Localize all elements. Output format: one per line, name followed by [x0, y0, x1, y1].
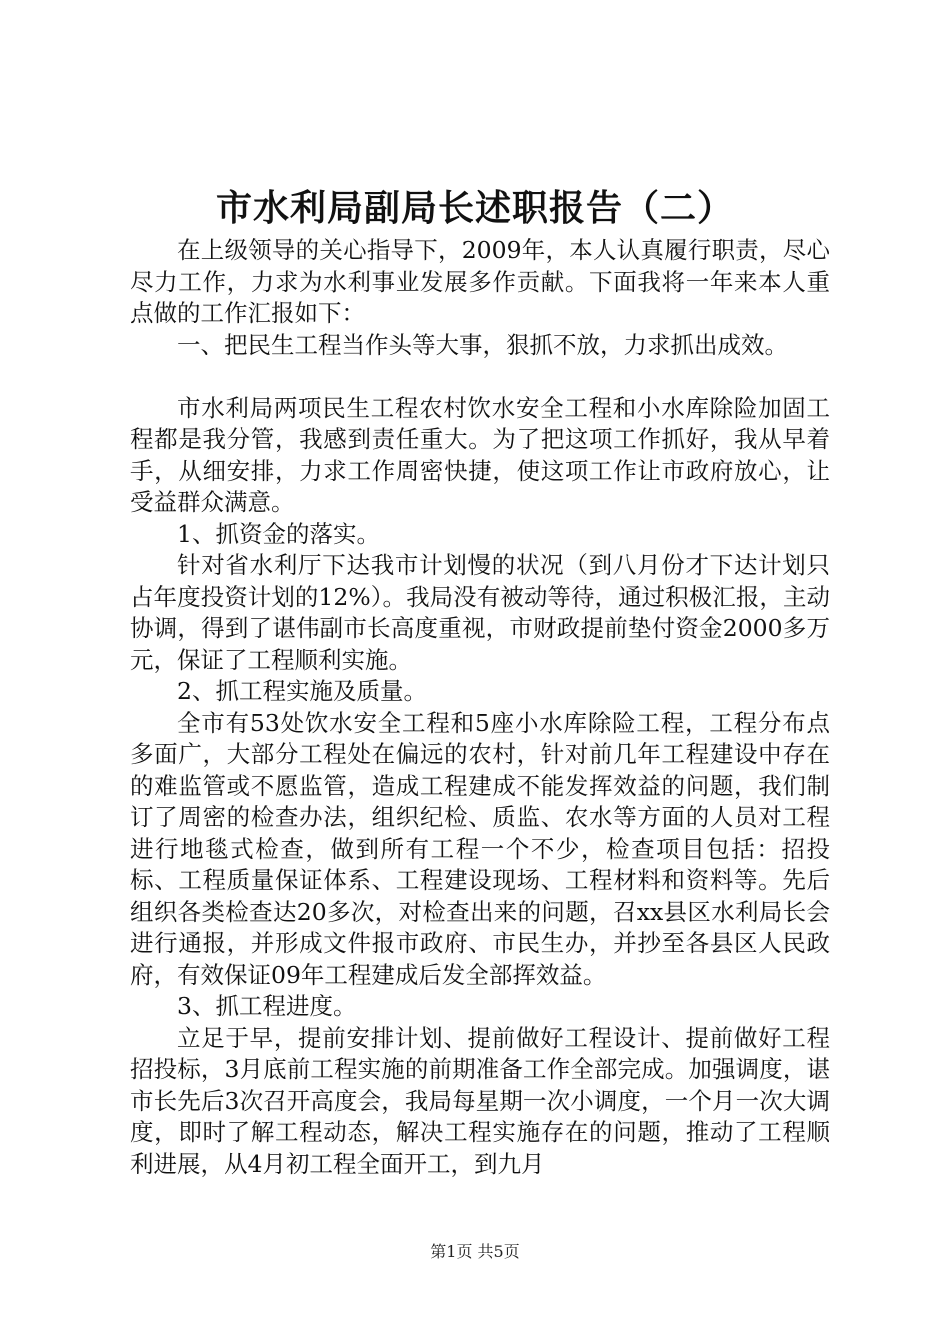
document-title: 市水利局副局长述职报告（二） — [215, 187, 734, 229]
paragraph-intro: 在上级领导的关心指导下，2009年，本人认真履行职责，尽心尽力工作，力求为水利事业发展多作贡献。下面我将一年来本人重点做的工作汇报如下： — [130, 236, 830, 327]
section-heading-1: 一、把民生工程当作头等大事，狠抓不放，力求抓出成效。 — [177, 330, 788, 359]
paragraph-progress: 立足于早，提前安排计划、提前做好工程设计、提前做好工程招投标，3月底前工程实施的前期准备工作全部完成。加强调度，谌市长先后3次召开高度会，我局每星期一次小调度，一个月一次大调度，即时了解工程动态，解决工程实施存在的问题，推动了工程顺利进展，从4月初工程全面开工，到九月 — [130, 1023, 830, 1178]
subheading-quality: 2、抓工程实施及质量。 — [177, 677, 427, 705]
paragraph-funds: 针对省水利厅下达我市计划慢的状况（到八月份才下达计划只占年度投资计划的12%）。我局没有被动等待，通过积极汇报，主动协调，得到了谌伟副市长高度重视，市财政提前垫付资金2000多万元，保证了工程顺利实施。 — [130, 551, 830, 674]
subheading-funds: 1、抓资金的落实。 — [177, 519, 380, 548]
document-body — [130, 235, 830, 1180]
paragraph-quality: 全市有53处饮水安全工程和5座小水库除险工程，工程分布点多面广，大部分工程处在偏远的农村，针对前几年工程建设中存在的难监管或不愿监管，造成工程建成不能发挥效益的问题，我们制订了周密的检查办法，组织纪检、质监、农水等方面的人员对工程进行地毯式检查，做到所有工程一个不少，检查项目包括：招投标、工程质量保证体系、工程建设现场、工程材料和资料等。先后组织各类检查达20多次，对检查出来的问题，召xx县区水利局长会进行通报，并形成文件报市政府、市民生办，并抄至各县区人民政府，有效保证09年工程建成后发全部挥效益。 — [130, 708, 830, 989]
paragraph-section-1: 市水利局两项民生工程农村饮水安全工程和小水库除险加固工程都是我分管，我感到责任重大。为了把这项工作抓好，我从早着手，从细安排，力求工作周密快捷，使这项工作让市政府放心，让受益群众满意。 — [130, 393, 830, 516]
page-number-footer: 第1页 共5页 — [430, 1242, 520, 1261]
subheading-progress: 3、抓工程进度。 — [177, 992, 357, 1020]
